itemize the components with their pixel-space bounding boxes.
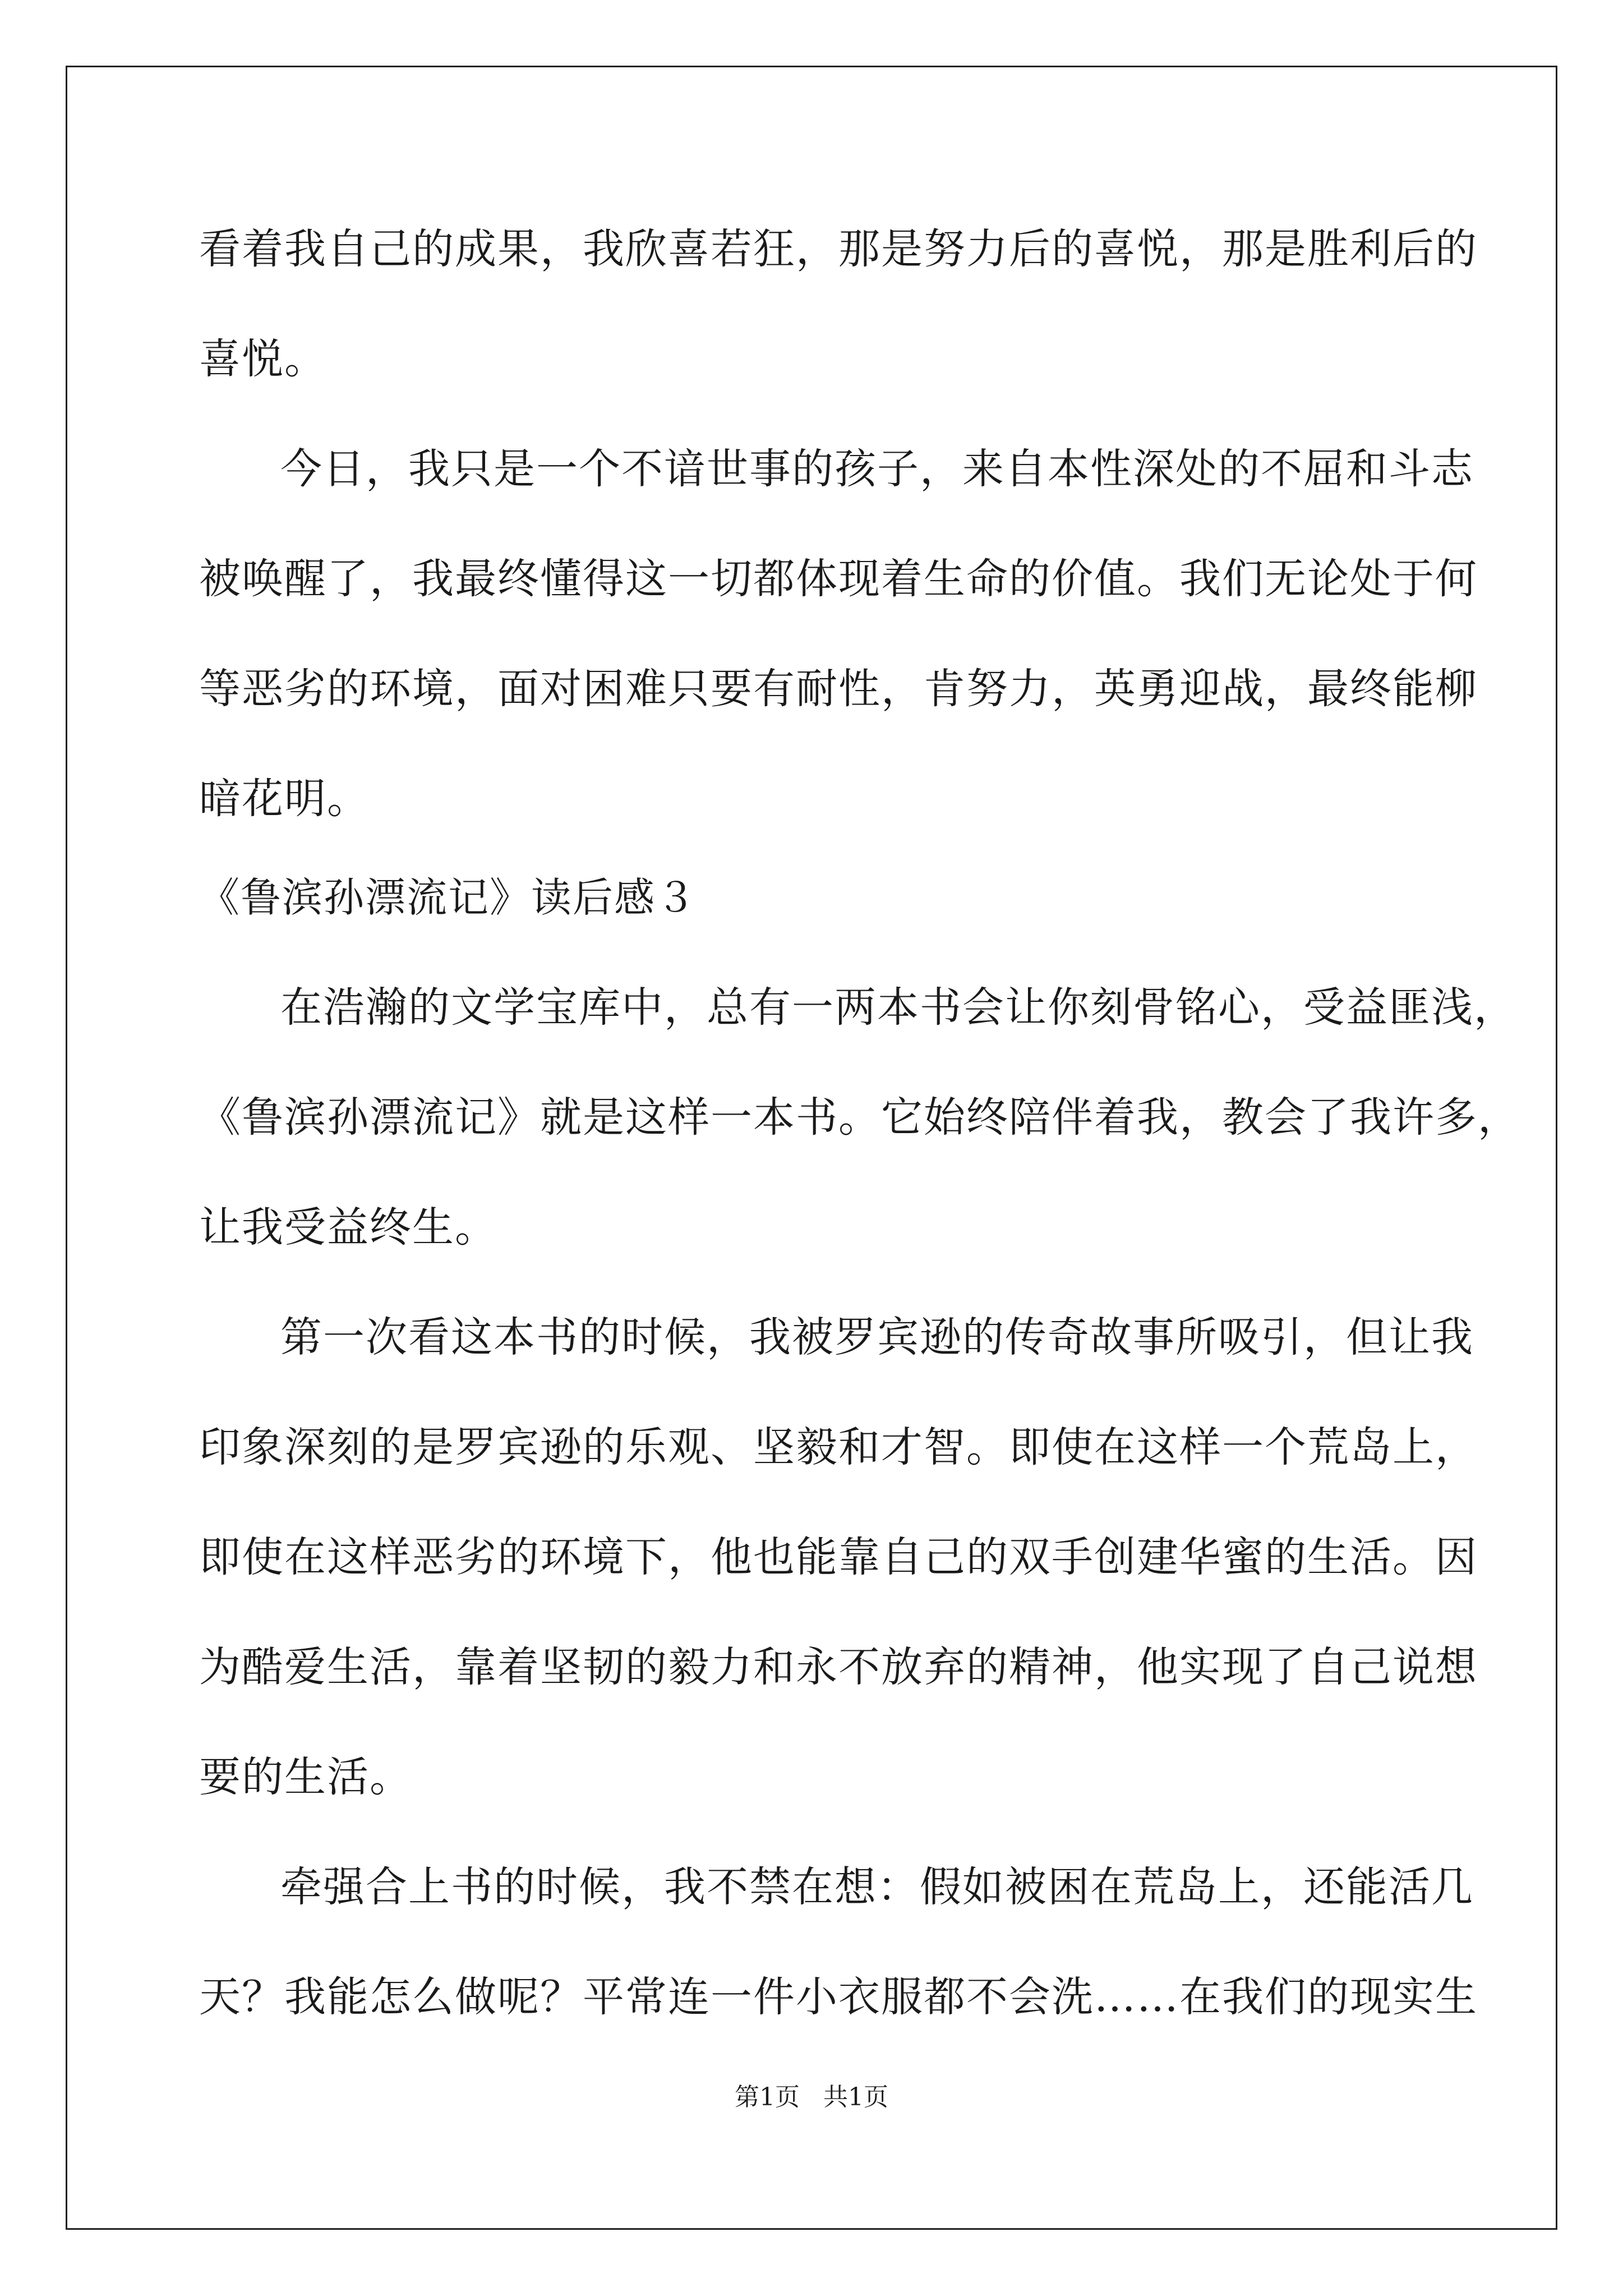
paragraph-line: 被唤醒了，我最终懂得这一切都体现着生命的价值。我们无论处于何 bbox=[199, 555, 1478, 603]
paragraph-line: 等恶劣的环境，面对困难只要有耐性，肯努力，英勇迎战，最终能柳 bbox=[199, 665, 1478, 713]
paragraph-line: 要的生活。 bbox=[199, 1753, 412, 1801]
page-number-footer: 第1页 共1页 bbox=[735, 2083, 888, 2111]
paragraph-line: 《鲁滨孙漂流记》就是这样一本书。它始终陪伴着我，教会了我许多， bbox=[199, 1093, 1520, 1142]
section-heading: 《鲁滨孙漂流记》读后感３ bbox=[199, 874, 698, 921]
paragraph-line: 暗花明。 bbox=[199, 775, 370, 823]
paragraph-line: 牵强合上书的时候，我不禁在想：假如被困在荒岛上，还能活几 bbox=[280, 1863, 1474, 1911]
paragraph-line: 印象深刻的是罗宾逊的乐观、坚毅和才智。即使在这样一个荒岛上， bbox=[199, 1423, 1478, 1471]
paragraph-line: 在浩瀚的文学宝库中，总有一两本书会让你刻骨铭心，受益匪浅， bbox=[280, 983, 1516, 1032]
paragraph-line: 看着我自己的成果，我欣喜若狂，那是努力后的喜悦，那是胜利后的 bbox=[199, 225, 1478, 273]
paragraph-line: 喜悦。 bbox=[199, 335, 327, 383]
paragraph-line: 天？我能怎么做呢？平常连一件小衣服都不会洗……在我们的现实生 bbox=[199, 1973, 1478, 2021]
paragraph-line: 让我受益终生。 bbox=[199, 1203, 497, 1251]
paragraph-line: 为酷爱生活，靠着坚韧的毅力和永不放弃的精神，他实现了自己说想 bbox=[199, 1643, 1478, 1691]
paragraph-line: 即使在这样恶劣的环境下，他也能靠自己的双手创建华蜜的生活。因 bbox=[199, 1533, 1478, 1581]
paragraph-line: 今日，我只是一个不谙世事的孩子，来自本性深处的不屈和斗志 bbox=[280, 445, 1474, 493]
paragraph-line: 第一次看这本书的时候，我被罗宾逊的传奇故事所吸引，但让我 bbox=[280, 1313, 1474, 1361]
